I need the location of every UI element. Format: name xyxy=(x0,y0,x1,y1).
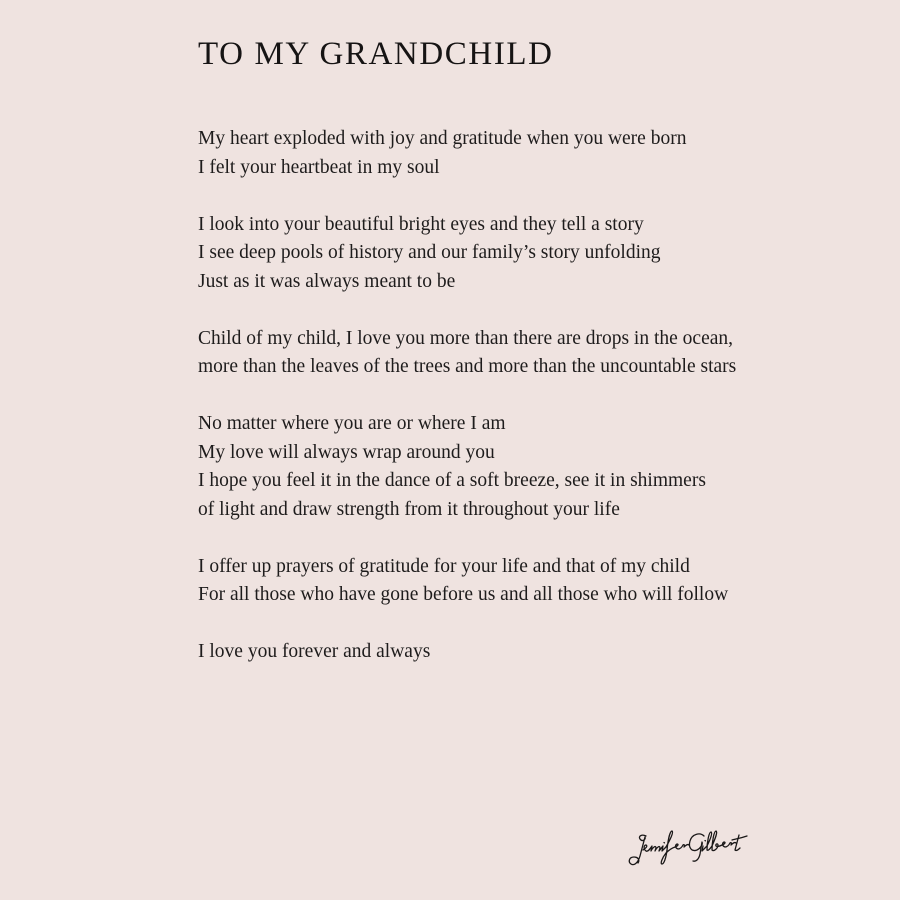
stanza-4 xyxy=(198,410,818,524)
poem-line: of light and draw strength from it throughout your life xyxy=(198,498,620,520)
poem-line: I love you forever and always xyxy=(198,641,431,662)
poem-line: I look into your beautiful bright eyes and they tell a story xyxy=(198,213,644,235)
poem-line: I offer up prayers of gratitude for your life and that of my child xyxy=(198,555,690,577)
poem-title: TO MY GRANDCHILD xyxy=(198,36,554,72)
poem-line: more than the leaves of the trees and more than the uncountable stars xyxy=(198,356,737,377)
poem-line: Just as it was always meant to be xyxy=(198,270,456,292)
poem-line: Child of my child, I love you more than there are drops in the ocean, xyxy=(198,327,734,349)
poem-line: For all those who have gone before us and all those who will follow xyxy=(198,584,729,605)
stanza-6 xyxy=(198,638,818,667)
handwritten-signature-icon xyxy=(626,826,756,870)
signature xyxy=(626,826,756,870)
poem-line: My heart exploded with joy and gratitude when you were born xyxy=(198,128,687,149)
stanza-3 xyxy=(198,325,818,382)
stanza-2 xyxy=(198,211,818,297)
stanza-1 xyxy=(198,125,818,182)
stanza-5 xyxy=(198,553,818,610)
poem-line: No matter where you are or where I am xyxy=(198,413,506,434)
poem-line: My love will always wrap around you xyxy=(198,441,495,463)
poem-line: I hope you feel it in the dance of a soft breeze, see it in shimmers xyxy=(198,470,706,491)
poem-line: I see deep pools of history and our family’s story unfolding xyxy=(198,242,661,263)
poem-line: I felt your heartbeat in my soul xyxy=(198,156,440,178)
poem-body xyxy=(198,125,818,695)
